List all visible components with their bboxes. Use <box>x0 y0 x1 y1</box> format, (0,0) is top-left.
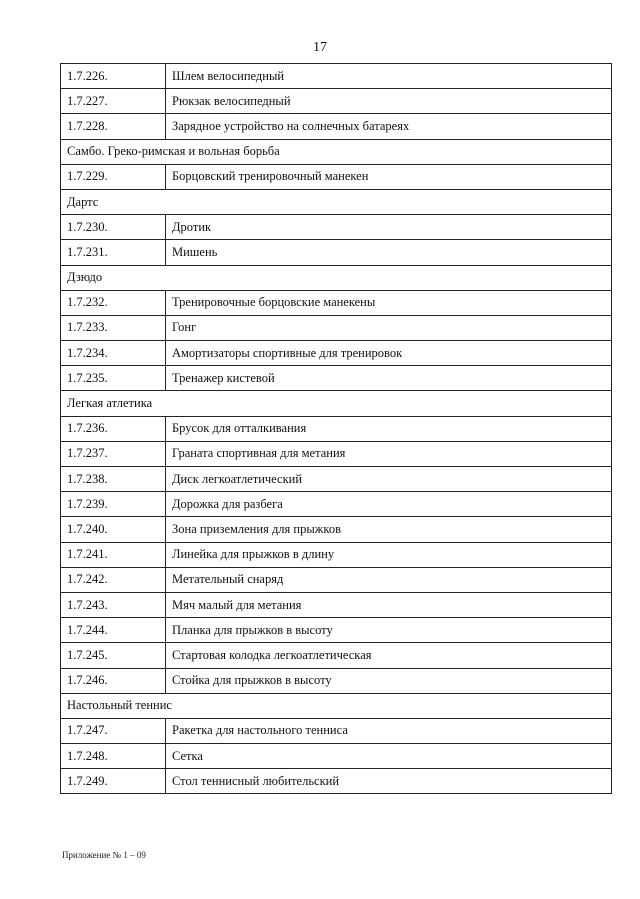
item-code: 1.7.229. <box>61 165 166 189</box>
item-code: 1.7.227. <box>61 89 166 113</box>
table-row <box>60 89 612 114</box>
item-name: Дротик <box>172 219 212 234</box>
item-code: 1.7.249. <box>61 769 166 793</box>
item-name: Брусок для отталкивания <box>172 421 307 436</box>
table-section-row <box>60 391 612 416</box>
table-row <box>60 643 612 668</box>
item-name: Тренажер кистевой <box>172 370 275 385</box>
table-row <box>60 492 612 517</box>
item-name: Линейка для прыжков в длину <box>172 547 335 562</box>
item-code: 1.7.245. <box>61 643 166 667</box>
table-row <box>60 517 612 542</box>
table-section-row <box>60 694 612 719</box>
item-code: 1.7.241. <box>61 543 166 567</box>
item-name: Тренировочные борцовские манекены <box>172 295 376 310</box>
item-code: 1.7.242. <box>61 568 166 592</box>
item-name: Зона приземления для прыжков <box>172 521 341 536</box>
item-code: 1.7.240. <box>61 517 166 541</box>
table-row <box>60 341 612 366</box>
table-row <box>60 165 612 190</box>
item-code: 1.7.232. <box>61 291 166 315</box>
item-name: Ракетка для настольного тенниса <box>172 723 348 738</box>
item-name: Стол теннисный любительский <box>172 773 340 788</box>
item-name: Стартовая колодка легкоатлетическая <box>172 647 372 662</box>
equipment-table <box>60 63 612 794</box>
table-row <box>60 543 612 568</box>
section-title: Дартс <box>67 194 99 209</box>
item-name: Метательный снаряд <box>172 572 284 587</box>
section-title: Дзюдо <box>67 270 103 285</box>
table-section-row <box>60 140 612 165</box>
table-row <box>60 618 612 643</box>
table-section-row <box>60 190 612 215</box>
item-name: Шлем велосипедный <box>172 68 285 83</box>
item-name: Сетка <box>172 748 203 763</box>
item-code: 1.7.243. <box>61 593 166 617</box>
item-name: Мяч малый для метания <box>172 597 302 612</box>
table-row <box>60 744 612 769</box>
table-row <box>60 366 612 391</box>
item-code: 1.7.237. <box>61 442 166 466</box>
item-code: 1.7.228. <box>61 114 166 138</box>
table-row <box>60 291 612 316</box>
item-code: 1.7.236. <box>61 417 166 441</box>
page-number: 17 <box>313 40 327 55</box>
footer-note: Приложение № 1 – 09 <box>62 850 146 860</box>
table-section-row <box>60 266 612 291</box>
item-code: 1.7.226. <box>61 64 166 88</box>
table-row <box>60 316 612 341</box>
item-name: Амортизаторы спортивные для тренировок <box>172 345 403 360</box>
item-name: Борцовский тренировочный манекен <box>172 169 369 184</box>
item-name: Стойка для прыжков в высоту <box>172 673 332 688</box>
item-code: 1.7.230. <box>61 215 166 239</box>
table-row <box>60 467 612 492</box>
section-title: Самбо. Греко-римская и вольная борьба <box>67 144 280 159</box>
item-code: 1.7.238. <box>61 467 166 491</box>
item-name: Планка для прыжков в высоту <box>172 622 333 637</box>
table-row <box>60 568 612 593</box>
item-code: 1.7.239. <box>61 492 166 516</box>
item-name: Мишень <box>172 244 218 259</box>
table-row <box>60 669 612 694</box>
table-row <box>60 442 612 467</box>
item-name: Дорожка для разбега <box>172 496 283 511</box>
item-code: 1.7.231. <box>61 240 166 264</box>
table-row <box>60 593 612 618</box>
item-code: 1.7.244. <box>61 618 166 642</box>
section-title: Настольный теннис <box>67 698 172 713</box>
table-row <box>60 64 612 89</box>
item-code: 1.7.248. <box>61 744 166 768</box>
item-code: 1.7.234. <box>61 341 166 365</box>
item-code: 1.7.246. <box>61 669 166 693</box>
table-row <box>60 417 612 442</box>
table-row <box>60 114 612 139</box>
table-row <box>60 719 612 744</box>
table-row <box>60 215 612 240</box>
item-name: Гонг <box>172 320 197 335</box>
item-name: Зарядное устройство на солнечных батареях <box>172 118 410 133</box>
item-name: Диск легкоатлетический <box>172 471 303 486</box>
table-row <box>60 240 612 265</box>
item-code: 1.7.247. <box>61 719 166 743</box>
item-name: Граната спортивная для метания <box>172 446 346 461</box>
item-name: Рюкзак велосипедный <box>172 93 291 108</box>
item-code: 1.7.235. <box>61 366 166 390</box>
section-title: Легкая атлетика <box>67 396 153 411</box>
item-code: 1.7.233. <box>61 316 166 340</box>
table-row <box>60 769 612 794</box>
